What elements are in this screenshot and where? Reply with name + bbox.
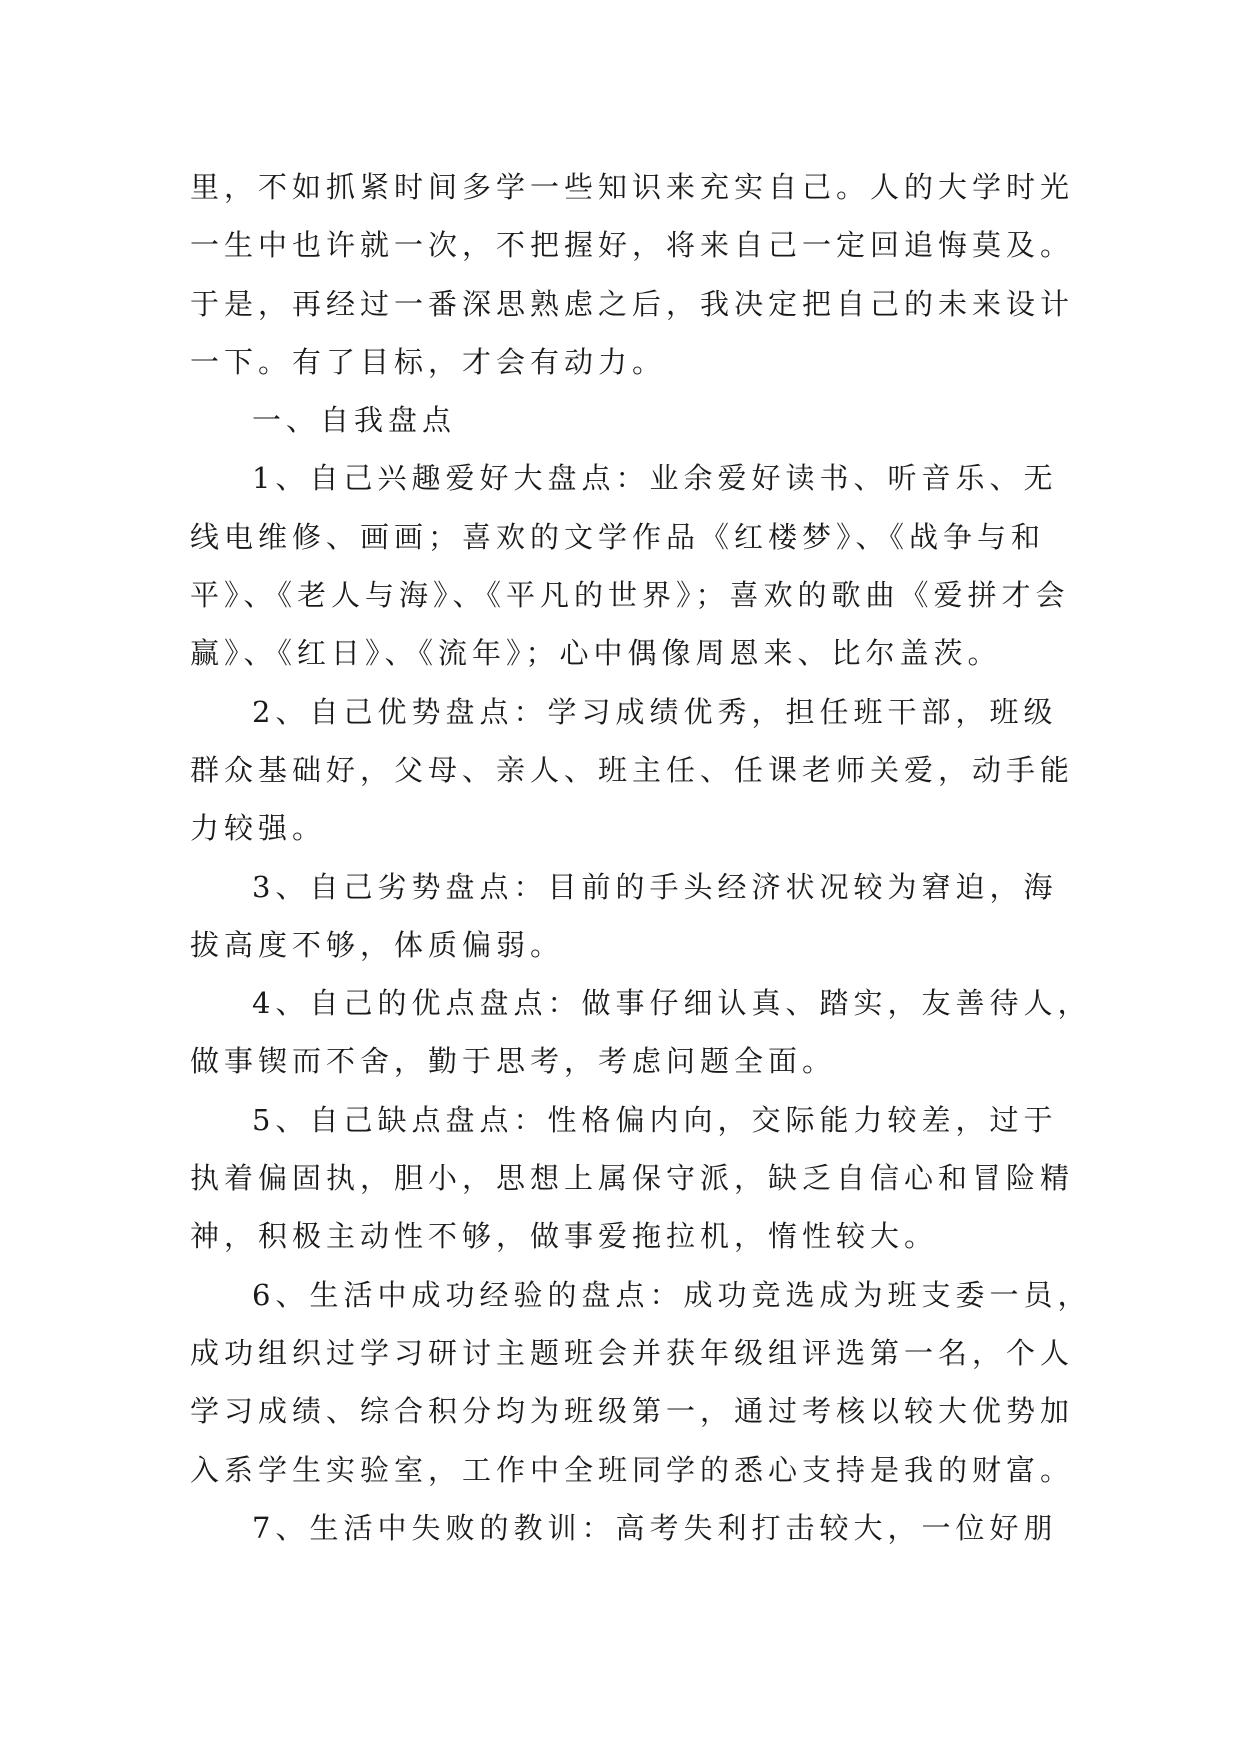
text-line: 做事锲而不舍，勤于思考，考虑问题全面。 bbox=[190, 1044, 837, 1079]
text-line: 1、自己兴趣爱好大盘点：业余爱好读书、听音乐、无 bbox=[252, 461, 1058, 496]
text-line: 赢》、《红日》、《流年》；心中偶像周恩来、比尔盖茨。 bbox=[190, 636, 1002, 671]
text-line: 入系学生实验室，工作中全班同学的悉心支持是我的财富。 bbox=[190, 1452, 1075, 1487]
document-body bbox=[190, 158, 1092, 1557]
text-line: 7、生活中失败的教训：高考失利打击较大，一位好朋 bbox=[252, 1510, 1058, 1545]
text-line: 神，积极主动性不够，做事爱拖拉机，惰性较大。 bbox=[190, 1219, 939, 1254]
text-line: 一下。有了目标，才会有动力。 bbox=[190, 344, 667, 379]
section-heading: 一、自我盘点 bbox=[252, 403, 457, 438]
text-line: 群众基础好，父母、亲人、班主任、任课老师关爱，动手能 bbox=[190, 752, 1075, 787]
text-line: 平》、《老人与海》、《平凡的世界》；喜欢的歌曲《爱拼才会 bbox=[190, 578, 1070, 613]
text-line: 执着偏固执，胆小，思想上属保守派，缺乏自信心和冒险精 bbox=[190, 1161, 1075, 1196]
text-line: 4、自己的优点盘点：做事仔细认真、踏实，友善待人， bbox=[252, 986, 1092, 1021]
text-line: 于是，再经过一番深思熟虑之后，我决定把自己的未来设计 bbox=[190, 286, 1075, 321]
text-line: 里，不如抓紧时间多学一些知识来充实自己。人的大学时光 bbox=[190, 170, 1075, 204]
text-line: 一生中也许就一次，不把握好，将来自己一定回追悔莫及。 bbox=[190, 228, 1075, 263]
text-line: 5、自己缺点盘点：性格偏内向，交际能力较差，过于 bbox=[252, 1102, 1058, 1137]
text-line: 拔高度不够，体质偏弱。 bbox=[190, 927, 565, 962]
text-line: 3、自己劣势盘点：目前的手头经济状况较为窘迫，海 bbox=[252, 869, 1058, 904]
text-line: 2、自己优势盘点：学习成绩优秀，担任班干部，班级 bbox=[252, 694, 1058, 729]
text-line: 成功组织过学习研讨主题班会并获年级组评选第一名，个人 bbox=[190, 1335, 1075, 1370]
text-line: 力较强。 bbox=[190, 811, 327, 846]
text-line: 6、生活中成功经验的盘点：成功竞选成为班支委一员， bbox=[252, 1277, 1092, 1312]
text-line: 线电维修、画画；喜欢的文学作品《红楼梦》、《战争与和 bbox=[190, 519, 1046, 554]
text-line: 学习成绩、综合积分均为班级第一，通过考核以较大优势加 bbox=[190, 1394, 1075, 1429]
